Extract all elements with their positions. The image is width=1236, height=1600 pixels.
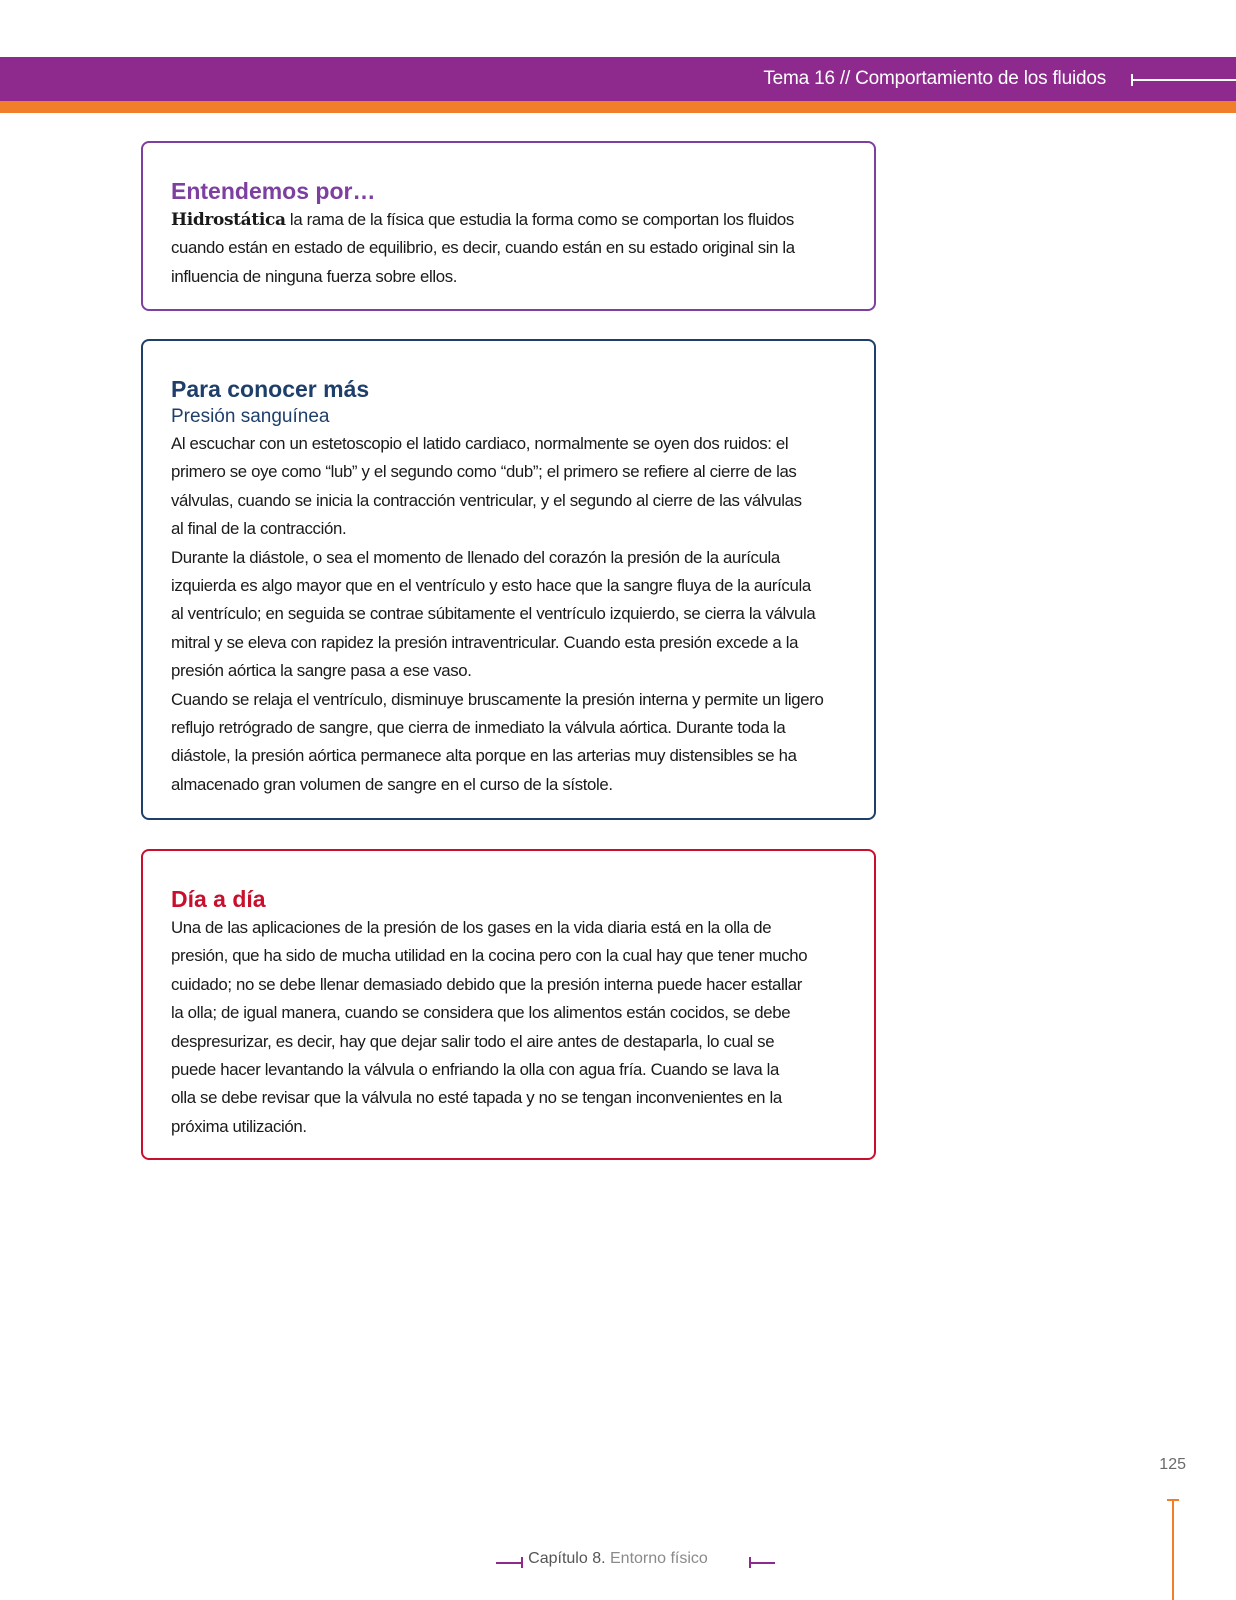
- day-to-day-line: despresurizar, es decir, hay que dejar salir todo el aire antes de destaparla, lo cual se: [171, 1031, 775, 1051]
- footer: [0, 1550, 1236, 1568]
- day-to-day-line: Una de las aplicaciones de la presión de los gases en la vida diaria está en la olla de: [171, 918, 772, 937]
- footer-section: Entorno físico: [610, 1550, 708, 1567]
- learn-more-line: izquierda es algo mayor que en el ventrículo y esto hace que la sangre fluya de la aurícula: [171, 576, 811, 596]
- page-number: 125: [1159, 1456, 1186, 1473]
- learn-more-subtitle: Presión sanguínea: [171, 406, 330, 427]
- day-to-day-line: puede hacer levantando la válvula o enfriando la olla con agua fría. Cuando se lava la: [171, 1060, 780, 1080]
- learn-more-line: Durante la diástole, o sea el momento de llenado del corazón la presión de la aurícula: [171, 547, 780, 567]
- learn-more-line: válvulas, cuando se inicia la contracción ventricular, y el segundo al cierre de las válvulas: [171, 490, 802, 510]
- learn-more-title: Para conocer más: [171, 376, 370, 402]
- footer-right-rule: [749, 1562, 775, 1564]
- day-to-day-line: presión, que ha sido de mucha utilidad en la cocina pero con la cual hay que tener mucho: [171, 946, 808, 966]
- learn-more-line: Cuando se relaja el ventrículo, disminuye bruscamente la presión interna y permite un ligero: [171, 689, 824, 709]
- definition-text: [171, 206, 850, 291]
- day-to-day-line: próxima utilización.: [171, 1116, 307, 1136]
- learn-more-line: almacenado gran volumen de sangre en el curso de la sístole.: [171, 774, 613, 794]
- footer-chapter: Capítulo 8.: [528, 1550, 606, 1567]
- learn-more-line: al final de la contracción.: [171, 519, 347, 539]
- learn-more-box: [141, 339, 876, 820]
- learn-more-line: reflujo retrógrado de sangre, que cierra de inmediato la válvula aórtica. Durante toda la: [171, 718, 786, 738]
- learn-more-line: diástole, la presión aórtica permanece alta porque en las arterias muy distensibles se ha: [171, 746, 797, 766]
- day-to-day-text: [171, 914, 850, 1141]
- day-to-day-title: Día a día: [171, 886, 266, 912]
- learn-more-line: Al escuchar con un estetoscopio el latido cardiaco, normalmente se oyen dos ruidos: el: [171, 434, 789, 453]
- definition-title: Entendemos por…: [171, 178, 376, 204]
- learn-more-line: presión aórtica la sangre pasa a ese vaso.: [171, 661, 472, 681]
- learn-more-line: al ventrículo; en seguida se contrae súbitamente el ventrículo izquierdo, se cierra la válvula: [171, 604, 816, 624]
- definition-line: influencia de ninguna fuerza sobre ellos.: [171, 266, 458, 286]
- learn-more-line: mitral y se eleva con rapidez la presión intraventricular. Cuando esta presión excede a la: [171, 632, 799, 652]
- header-title: Tema 16 // Comportamiento de los fluidos: [763, 68, 1106, 89]
- definition-term: Hidrostática: [171, 210, 286, 230]
- definition-box: [141, 141, 876, 311]
- day-to-day-box: [141, 849, 876, 1160]
- day-to-day-line: la olla; de igual manera, cuando se considera que los alimentos están cocidos, se debe: [171, 1003, 791, 1023]
- day-to-day-line: cuidado; no se debe llenar demasiado debido que la presión interna puede hacer estallar: [171, 974, 803, 994]
- header-accent-stripe: [0, 101, 1236, 113]
- definition-line: la rama de la física que estudia la forma como se comportan los fluidos: [285, 210, 794, 229]
- learn-more-text: [171, 430, 850, 799]
- definition-line: cuando están en estado de equilibrio, es decir, cuando están en su estado original sin la: [171, 238, 795, 258]
- day-to-day-line: olla se debe revisar que la válvula no esté tapada y no se tengan inconvenientes en la: [171, 1088, 782, 1108]
- learn-more-line: primero se oye como “lub” y el segundo como “dub”; el primero se refiere al cierre de las: [171, 462, 797, 482]
- header-rule: [1133, 79, 1236, 81]
